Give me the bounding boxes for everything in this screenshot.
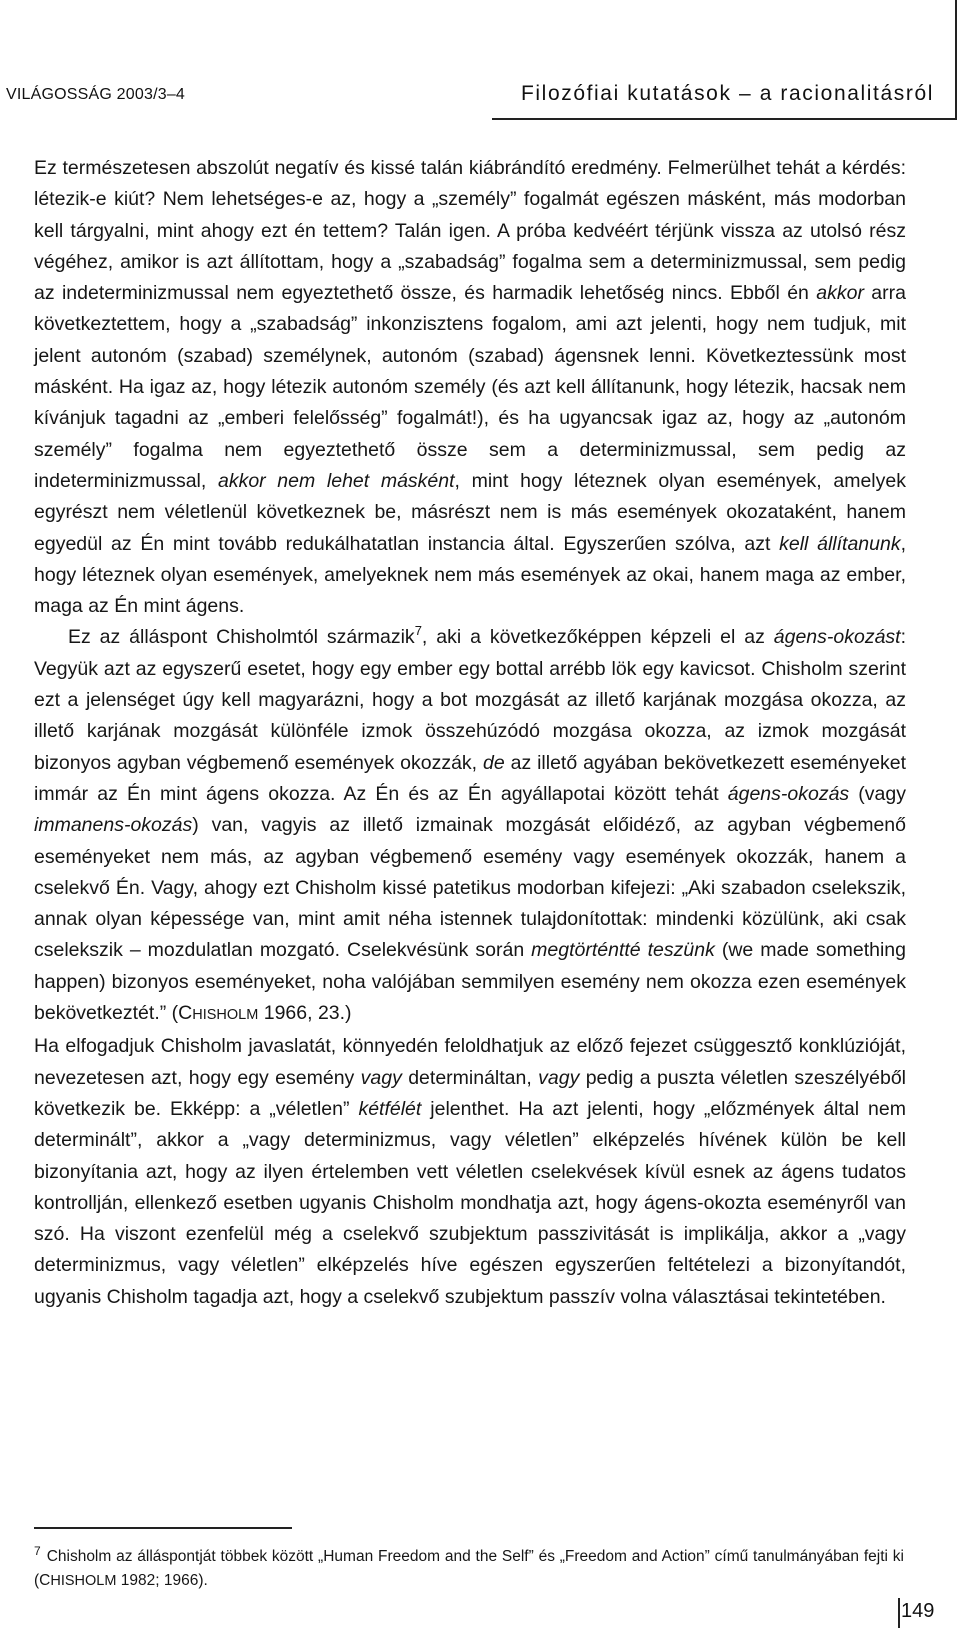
text-run: , hogy léteznek olyan események, amelyeknek nem más események az okai, hanem maga az ember, maga az Én mint ágens. [34, 532, 906, 618]
italic-run: kell állítanunk [779, 532, 901, 555]
text-run: , mint hogy léteznek olyan események, amelyek egyrészt nem véletlenül következnek be, másrészt nem is más események okozataként, hanem egyedül az Én mint tovább redukálhatatlan instancia által. Egyszerűen szólva, azt [34, 469, 906, 555]
italic-run: kétfélét [358, 1097, 422, 1120]
italic-run: ágens-okozást [773, 626, 901, 649]
page-number-rule [898, 1598, 900, 1628]
text-run: 1966, 23.) [258, 1002, 352, 1025]
text-run: determináltan, [401, 1066, 539, 1089]
page-number: 149 [901, 1600, 935, 1622]
text-run: : Vegyük azt az egyszerű esetet, hogy egy ember egy bottal arrébb lök egy kavicsot. Chisholm szerint ezt a jelenséget úgy kell magyarázni, hogy a bot mozgását az illető karjának mozgása okozza, az illető karjának mozgását különféle izmok összehúzódó mozgása okozza, az izmok mozgását bizonyos agyban végbemenő események okozzák, [34, 626, 906, 774]
text-run: , aki a következőképpen képzeli el az [421, 626, 774, 649]
italic-run: ágens-okozás [727, 782, 850, 805]
text-run: (we made something happen) bizonyos eseményeket, noha valójában semmilyen esemény nem okozza ezen események bekövetkeztét.” (C [34, 939, 906, 1025]
running-header-section: Filozófiai kutatások – a racionalitásról [520, 82, 934, 105]
italic-run: megtörténtté teszünk [531, 939, 715, 962]
paragraph-1 [34, 153, 906, 622]
paragraph-2 [34, 622, 906, 1031]
text-run: az illető agyában bekövetkezett eseményeket immár az Én mint ágens okozza. Az Én és az Én agyállapotai között tehát [34, 751, 906, 805]
text-run: jelenthet. Ha azt jelenti, hogy „előzmények által nem determinált”, akkor a „vagy determinizmus, vagy véletlen” elképzelés hívének külön be kell bizonyítania azt, hogy az ilyen értelemben vett véletlen cselekvések kívül esnek az ágens tudatos kontrollján, ellenkező esetben ugyanis Chisholm mondhatja azt, hogy ágens-okozta eseményről van szó. Ha viszont ezenfelül még a cselekvő szubjektum passzivitását is implikálja, akkor a „vagy determinizmus, vagy véletlen” elképzelés híve egészen egyszerűen feltételezi a bizonyítandót, ugyanis Chisholm tagadja azt, hogy a cselekvő szubjektum passzív volna választásai tekintetében. [34, 1097, 906, 1308]
italic-run: vagy [538, 1066, 580, 1089]
italic-run: immanens-okozás [34, 814, 193, 837]
text-run: Ez az álláspont Chisholmtól származik [68, 626, 415, 649]
footnote-reference[interactable]: 7 [414, 623, 422, 639]
body-text [34, 153, 906, 1313]
italic-run: de [483, 751, 505, 774]
italic-run: akkor [816, 282, 864, 305]
footnote [34, 1545, 904, 1593]
text-run: 1982; 1966). [116, 1572, 208, 1589]
running-header-journal: VILÁGOSSÁG 2003/3–4 [6, 86, 186, 103]
text-run: Chisholm az álláspontját többek között „Human Freedom and the Self” és „Freedom and Action” című tanulmányában fejti ki (C [34, 1548, 904, 1589]
text-run: (vagy [849, 782, 906, 805]
text-run: ) van, vagyis az illető izmainak mozgását előidéző, az agyban végbemenő eseményeket nem más, az agyban végbemenő esemény vagy események okozzák, hanem a cselekvő Én. Vagy, ahogy ezt Chisholm kissé patetikus modorban kifejezi: „Aki szabadon cselekszik, annak olyan képessége van, mint amit néha istennek tulajdonítottak: mindenki közülünk, aki csak cselekszik – mozdulatlan mozgató. Cselekvésünk során [34, 814, 906, 962]
text-run: arra következtettem, hogy a „szabadság” inkonzisztens fogalom, ami azt jelenti, hogy nem tudjuk, mit jelent autonóm (szabad) személynek, autonóm (szabad) ágensnek lenni. Következtessünk most másként. Ha igaz az, hogy létezik autonóm személy (és azt kell állítanunk, hogy létezik, hacsak nem kívánjuk tagadni az „emberi felelősség” fogalmát!), és ha ugyancsak igaz az, hogy az „autonóm személy” fogalma nem egyeztethető össze sem a determinizmussal, sem pedig az indeterminizmussal, [34, 282, 906, 492]
text-run: Ez természetesen abszolút negatív és kissé talán kiábrándító eredmény. Felmerülhet tehát a kérdés: létezik-e kiút? Nem lehetséges-e az, hogy a „személy” fogalmát egészen másként, más modorban kell tárgyalni, mint ahogy ezt én tettem? Talán igen. A próba kedvéért térjünk vissza az utolsó rész végéhez, amikor is azt állítottam, hogy a „szabadság” fogalma sem a determinizmussal, sem pedig az indeterminizmussal nem egyeztethető össze, és harmadik lehetőség nincs. Ebből én [34, 157, 906, 305]
small-caps-run: HISHOLM [192, 1007, 259, 1024]
italic-run: akkor nem lehet másként [217, 469, 455, 492]
paragraph-3 [34, 1031, 906, 1313]
header-vertical-rule [955, 0, 957, 120]
footnote-rule [34, 1527, 292, 1529]
text-run: pedig a puszta véletlen szeszélyéből következik be. Ekképp: a „véletlen” [34, 1066, 907, 1120]
small-caps-run: HISHOLM [50, 1573, 117, 1589]
italic-run: vagy [360, 1066, 402, 1089]
header-horizontal-rule [492, 118, 957, 120]
text-run: Ha elfogadjuk Chisholm javaslatát, könnyedén feloldhatjuk az előző fejezet csüggesztő konklúzióját, nevezetesen azt, hogy egy esemény [34, 1035, 906, 1089]
footnote-mark: 7 [34, 1544, 41, 1558]
